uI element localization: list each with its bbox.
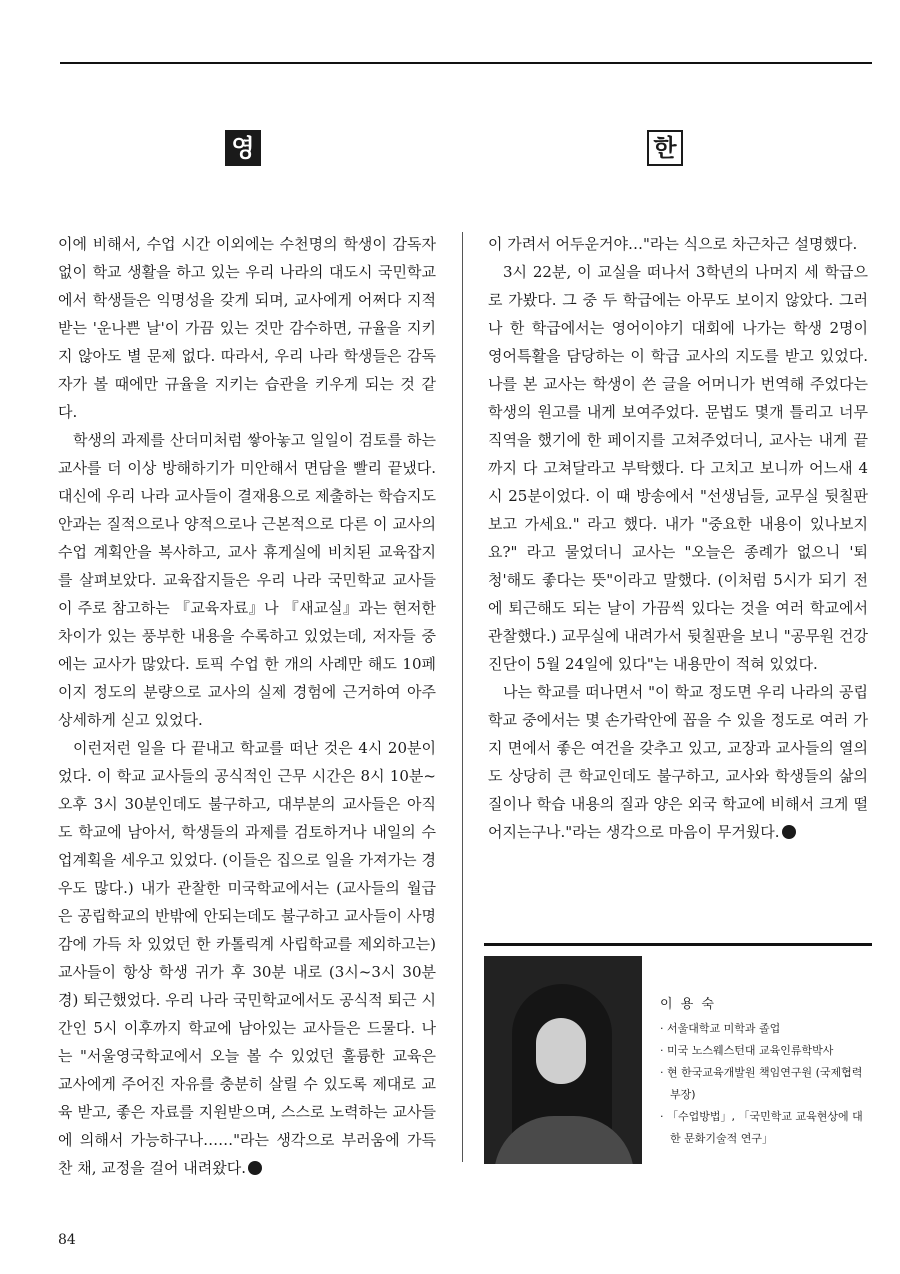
left-paragraph-2: 학생의 과제를 산더미처럼 쌓아놓고 일일이 검토를 하는 교사를 더 이상 방해하기가 미안해서 면담을 빨리 끝냈다. 대신에 우리 나라 교사들이 결재용으로 제출하는 학습지도안과는 질적으로나 양적으로나 근본적으로 다른 이 교사의 수업 계획안을 복사하고, 교사 휴게실에 비치된 교육잡지를 살펴보았다. 교육잡지들은 우리 나라 국민학교 교사들이 주로 참고하는 『교육자료』나 『새교실』과는 현저한 차이가 있는 풍부한 내용을 수록하고 있었는데, 저자들 중에는 교사가 많았다. 토픽 수업 한 개의 사례만 해도 10페이지 정도의 분량으로 교사의 실제 경험에 근거하여 아주 상세하게 싣고 있었다. [58,431,436,729]
right-paragraph-1: 이 가려서 어두운거야…"라는 식으로 차근차근 설명했다. [488,235,858,253]
end-mark-icon [248,1161,262,1175]
left-paragraph-3-text: 이런저런 일을 다 끝내고 학교를 떠난 것은 4시 20분이었다. 이 학교 교사들의 공식적인 근무 시간은 8시 10분~오후 3시 30분인데도 불구하고, 대부분의 교사들은 아직도 학교에 남아서, 학생들의 과제를 검토하거나 내일의 수업계획을 세우고 있었다. (이들은 집으로 일을 가져가는 경우도 많다.) 내가 관찰한 미국학교에서는 (교사들의 월급은 공립학교의 반밖에 안되는데도 불구하고 교사들이 사명감에 가득 차 있었던 한 카톨릭계 사립학교를 제외하고는) 교사들이 항상 학생 귀가 후 30분 내로 (3시~3시 30분경) 퇴근했었다. 우리 나라 국민학교에서도 공식적 퇴근 시간인 5시 이후까지 학교에 남아있는 교사들은 드물다. 나는 "서울영국학교에서 오늘 볼 수 있었던 훌륭한 교육은 교사에게 주어진 자유를 충분히 살릴 수 있도록 제대로 교육 받고, 좋은 자료를 지원받으며, 스스로 노력하는 교사들에 의해서 가능하구나……"라는 생각으로 부러움에 가득찬 채, 교정을 걸어 내려왔다. [58,739,436,1177]
column-divider [462,232,463,1162]
author-photo [484,956,642,1164]
end-mark-icon [782,825,796,839]
credential-item: · 「수업방법」, 「국민학교 교육현상에 대한 문화기술적 연구」 [660,1110,863,1145]
credential-item: · 서울대학교 미학과 졸업 [660,1022,781,1035]
header-char-korean: 한 [647,130,683,166]
author-bio [660,994,872,1150]
top-rule [60,62,872,64]
author-credentials [660,1018,872,1150]
credential-item: · 현 한국교육개발원 책임연구원 (국제협력부장) [660,1066,863,1101]
right-column [488,230,868,846]
author-rule [484,943,872,946]
right-paragraph-3 [488,678,868,846]
page-number: 84 [58,1232,76,1248]
right-paragraph-2: 3시 22분, 이 교실을 떠나서 3학년의 나머지 세 학급으로 가봤다. 그 중 두 학급에는 아무도 보이지 않았다. 그러나 한 학급에서는 영어이야기 대회에 나가는 학생 2명이 영어특활을 담당하는 이 학급 교사의 지도를 받고 있었다. 나를 본 교사는 학생이 쓴 글을 어머니가 번역해 주었다는 학생의 원고를 내게 보여주었다. 문법도 몇개 틀리고 너무 직역을 했기에 한 페이지를 고쳐주었더니, 교사는 내게 끝까지 다 고쳐달라고 부탁했다. 다 고치고 보니까 어느새 4시 25분이었다. 이 때 방송에서 "선생님들, 교무실 뒷칠판 보고 가세요." 라고 했다. 내가 "중요한 내용이 있나보지요?" 라고 물었더니 교사는 "오늘은 종례가 없으니 '퇴청'해도 좋다는 뜻"이라고 말했다. (이처럼 5시가 되기 전에 퇴근해도 되는 날이 가끔씩 있다는 것을 여러 학교에서 관찰했다.) 교무실에 내려가서 뒷칠판을 보니 "공무원 건강진단이 5월 24일에 있다"는 내용만이 적혀 있었다. [488,263,868,673]
left-column [58,230,436,1182]
left-paragraph-1: 이에 비해서, 수업 시간 이외에는 수천명의 학생이 감독자 없이 학교 생활을 하고 있는 우리 나라의 대도시 국민학교에서 학생들은 익명성을 갖게 되며, 교사에게 어쩌다 지적받는 '운나쁜 날'이 가끔 있는 것만 감수하면, 규율을 지키지 않아도 별 문제 없다. 따라서, 우리 나라 학생들은 감독자가 볼 때에만 규율을 지키는 습관을 키우게 되는 것 같다. [58,235,436,421]
author-name: 이 용 숙 [660,997,716,1012]
right-paragraph-3-text: 나는 학교를 떠나면서 "이 학교 정도면 우리 나라의 공립학교 중에서는 몇 손가락안에 꼽을 수 있을 정도로 여러 가지 면에서 좋은 여건을 갖추고 있고, 교장과 교사들의 열의도 상당히 큰 학교인데도 불구하고, 교사와 학생들의 삶의 질이나 학습 내용의 질과 양은 외국 학교에 비해서 크게 떨어지는구나."라는 생각으로 마음이 무거웠다. [488,683,868,841]
photo-face [536,1018,586,1084]
left-paragraph-3 [58,734,436,1182]
credential-item: · 미국 노스웨스턴대 교육인류학박사 [660,1044,834,1057]
header-char-english: 영 [225,130,261,166]
